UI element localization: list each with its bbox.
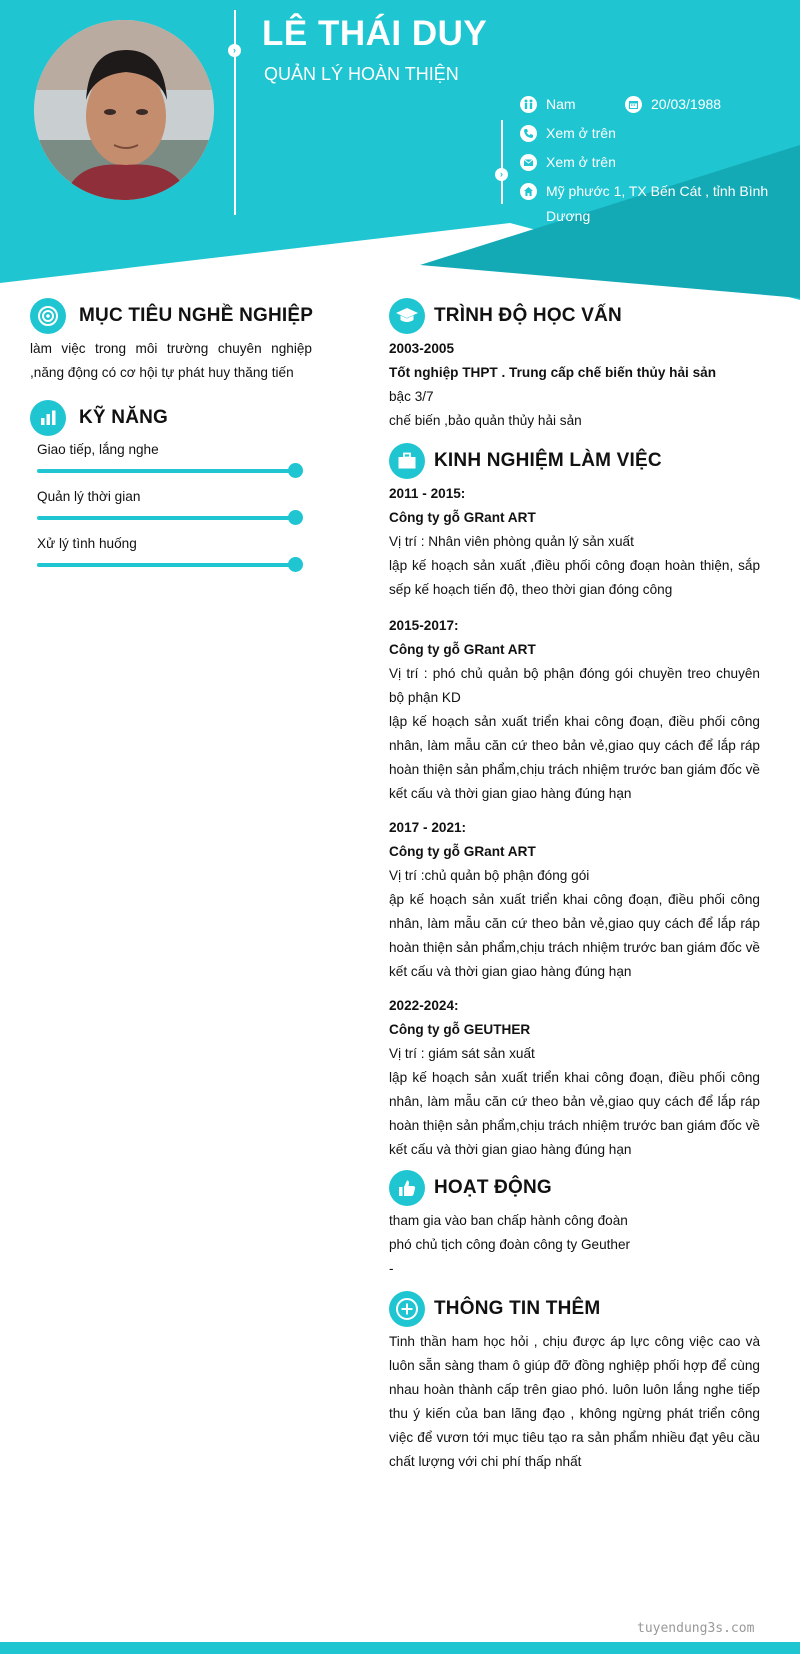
thumbs-up-icon — [389, 1170, 425, 1206]
phone-value: Xem ở trên — [546, 125, 616, 141]
education-heading — [389, 298, 622, 334]
job-description: lập kế hoạch sản xuất ,điều phối công đoạn hoàn thiện, sắp sếp kế hoạch tiến độ, theo thời gian đóng công — [389, 558, 760, 597]
skills-heading — [30, 400, 168, 436]
skill-level-knob — [288, 510, 303, 525]
job-company: Công ty gỗ GEUTHER — [389, 1022, 531, 1037]
candidate-role: QUẢN LÝ HOÀN THIỆN — [264, 64, 459, 84]
plus-circle-icon — [389, 1291, 425, 1327]
job-position: Vị trí : phó chủ quản bộ phận đóng gói chuyền treo chuyên bộ phận KD — [389, 666, 760, 705]
activity-line: tham gia vào ban chấp hành công đoàn — [389, 1213, 628, 1228]
calendar-icon — [625, 96, 642, 113]
avatar — [34, 20, 214, 200]
skill-level-knob — [288, 463, 303, 478]
job-period: 2022-2024: — [389, 998, 459, 1013]
job-company: Công ty gỗ GRant ART — [389, 844, 536, 859]
gender-row — [520, 92, 576, 117]
graduation-cap-icon — [389, 298, 425, 334]
target-icon — [30, 298, 66, 334]
bar-chart-icon — [30, 400, 66, 436]
gender-icon — [520, 96, 537, 113]
cv-header — [0, 0, 800, 300]
footer-bar — [0, 1642, 800, 1654]
briefcase-icon — [389, 443, 425, 479]
education-line: bậc 3/7 — [389, 389, 434, 404]
gender-value: Nam — [546, 96, 576, 112]
job-company: Công ty gỗ GRant ART — [389, 642, 536, 657]
home-icon — [520, 183, 537, 200]
activity-line: phó chủ tịch công đoàn công ty Geuther — [389, 1237, 631, 1252]
education-line: chế biến ,bảo quản thủy hải sản — [389, 413, 582, 428]
activities-heading — [389, 1170, 552, 1206]
job-company: Công ty gỗ GRant ART — [389, 510, 536, 525]
skill-bar — [37, 469, 295, 473]
activities-title: HOẠT ĐỘNG — [434, 1177, 552, 1198]
objective-text: làm việc trong môi trường chuyên nghiệp ,năng động có cơ hội tự phát huy thăng tiến — [30, 341, 312, 380]
skill-level-knob — [288, 557, 303, 572]
job-period: 2011 - 2015: — [389, 486, 466, 501]
skill-label: Quản lý thời gian — [37, 489, 141, 504]
experience-title: KINH NGHIỆM LÀM VIỆC — [434, 450, 662, 471]
extra-info-heading — [389, 1291, 600, 1327]
header-divider-line — [234, 10, 236, 215]
activity-line: - — [389, 1261, 394, 1276]
contact-divider-line — [501, 120, 503, 204]
skill-label: Xử lý tình huống — [37, 536, 137, 551]
education-period: 2003-2005 — [389, 341, 455, 356]
phone-row — [520, 121, 616, 146]
objective-title: MỤC TIÊU NGHỀ NGHIỆP — [79, 305, 314, 326]
education-school: Tốt nghiệp THPT . Trung cấp chế biến thủy hải sản — [389, 365, 717, 380]
job-description: lập kế hoạch sản xuất triển khai công đoạn, điều phối công nhân, làm mẫu căn cứ theo bản vẻ,giao quy cách để lắp ráp hoàn thiện sản phẩm,chịu trách nhiệm trước ban giám đốc về kết cấu và thời gian giao hàng đúng hạn — [389, 714, 760, 801]
skill-label: Giao tiếp, lắng nghe — [37, 442, 159, 457]
skill-bar — [37, 563, 295, 567]
job-period: 2015-2017: — [389, 618, 459, 633]
address-value: Mỹ phước 1, TX Bến Cát , tỉnh Bình Dương — [546, 183, 769, 224]
email-row — [520, 150, 616, 175]
email-value: Xem ở trên — [546, 154, 616, 170]
watermark: tuyendung3s.com — [637, 1621, 755, 1636]
job-position: Vị trí :chủ quản bộ phận đóng gói — [389, 868, 590, 883]
email-icon — [520, 154, 537, 171]
skill-bar — [37, 516, 295, 520]
job-description: lập kế hoạch sản xuất triển khai công đoạn, điều phối công nhân, làm mẫu căn cứ theo bản vẻ,giao quy cách để lắp ráp hoàn thiện sản phẩm,chịu trách nhiệm trước ban giám đốc về kết cấu và thời gian giao hàng đúng hạn — [389, 1070, 760, 1157]
job-description: ập kế hoạch sản xuất triển khai công đoạn, điều phối công nhân, làm mẫu căn cứ theo bản vẻ,giao quy cách để lắp ráp hoàn thiện sản phẩm,chịu trách nhiệm trước ban giám đốc về kết cấu và thời gian giao hàng đúng hạn — [389, 892, 760, 979]
dob-row — [625, 92, 721, 117]
candidate-name: LÊ THÁI DUY — [262, 14, 488, 53]
objective-heading — [30, 298, 313, 334]
job-period: 2017 - 2021: — [389, 820, 467, 835]
extra-info-text: Tinh thần ham học hỏi , chịu được áp lực công việc cao và luôn sẵn sàng tham ô giúp đỡ đồng nghiệp phối hợp để cùng nhau hoàn thành cấp trên giao phó. luôn luôn lắng nghe tiếp thu ý kiến của ban lãng đạo , không ngừng phát triển công việc để vươn tới mục tiêu tạo ra sản phẩm nhiều đạt yêu cầu chất lượng với chi phí thấp nhất — [389, 1334, 760, 1469]
address-row — [520, 179, 775, 229]
phone-icon — [520, 125, 537, 142]
job-position: Vị trí : Nhân viên phòng quản lý sản xuất — [389, 534, 634, 549]
extra-info-title: THÔNG TIN THÊM — [434, 1298, 601, 1319]
experience-heading — [389, 443, 662, 479]
education-title: TRÌNH ĐỘ HỌC VẤN — [434, 305, 622, 326]
chevron-right-icon: › — [495, 168, 508, 181]
dob-value: 20/03/1988 — [651, 96, 722, 112]
job-position: Vị trí : giám sát sản xuất — [389, 1046, 535, 1061]
chevron-right-icon: › — [228, 44, 241, 57]
skills-title: KỸ NĂNG — [79, 407, 169, 428]
